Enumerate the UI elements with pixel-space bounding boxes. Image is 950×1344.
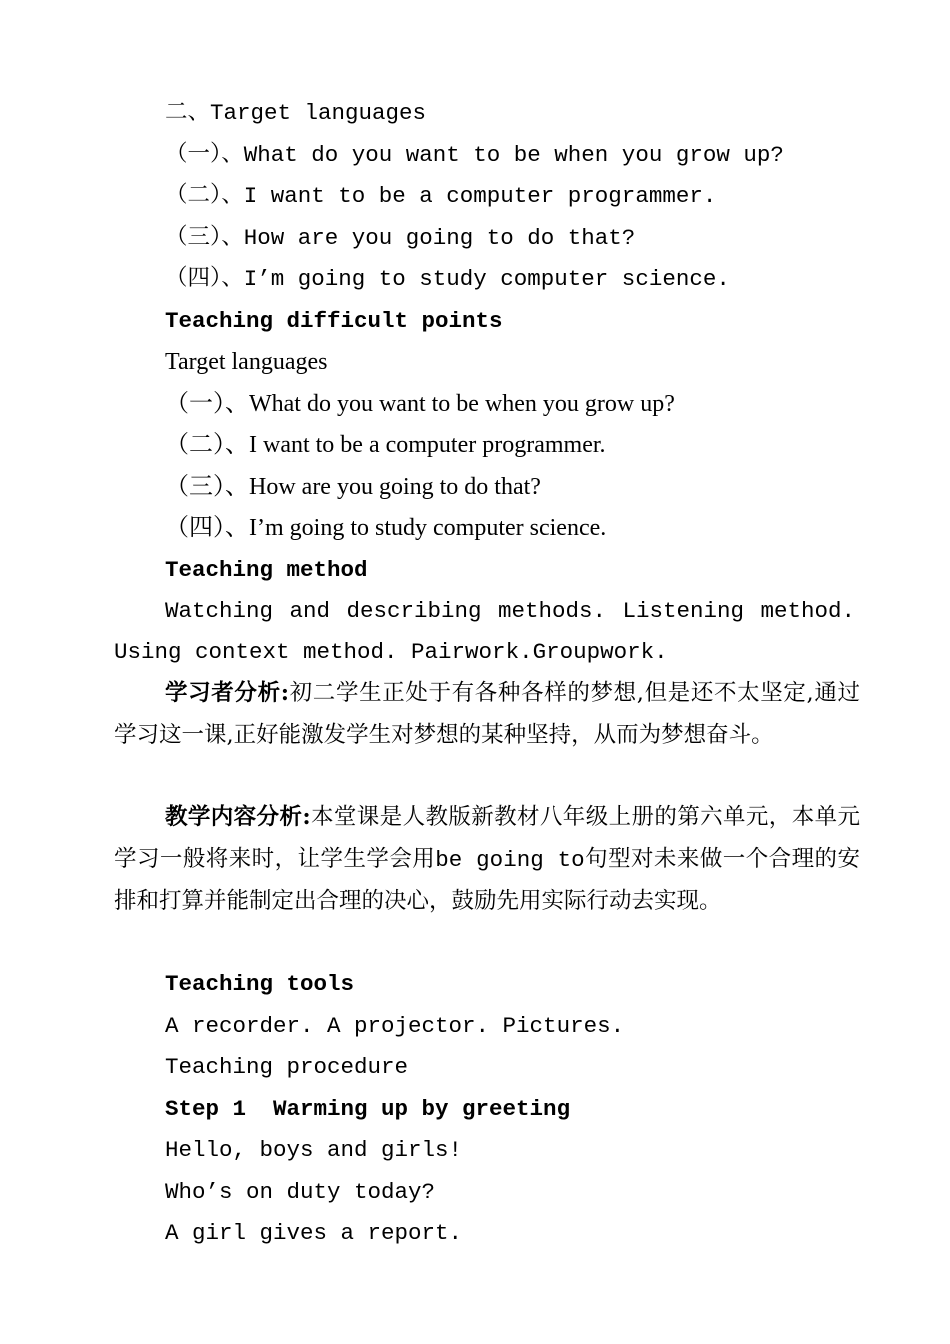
procedure-line: Hello, boys and girls! (165, 1137, 463, 1163)
learner-analysis-lead: 学习者分析: (165, 680, 290, 706)
method-word: describing (346, 598, 482, 624)
difficult-point-item: （三）、How are you going to do that? (165, 474, 541, 500)
target-language-item: （三）、How are you going to do that? (165, 225, 636, 251)
target-language-item: （二）、I want to be a computer programmer. (165, 183, 717, 209)
target-languages-heading: 二、Target languages (165, 100, 427, 126)
difficult-points-subheading: Target languages (165, 349, 328, 375)
procedure-line: A girl gives a report. (165, 1220, 463, 1246)
procedure-heading: Teaching procedure (165, 1054, 409, 1080)
difficult-point-item: （一）、What do you want to be when you grow up? (165, 391, 675, 417)
learner-analysis-paragraph (114, 673, 860, 756)
target-language-item: （四）、I’m going to study computer science. (165, 266, 730, 292)
method-word: methods. (497, 598, 607, 624)
difficult-point-item: （二）、I want to be a computer programmer. (165, 432, 606, 458)
content-analysis-text: 本堂课是人教版新教材八年级上册的第六单元，本单元学习一般将来时，让学生学会用 (114, 804, 860, 872)
content-analysis-text: 句型对未来做一个合理的安排和打算并能制定出合理的决心，鼓励先用实际行动去实现。 (114, 845, 860, 914)
content-analysis-inline-english: be going to (435, 846, 585, 873)
difficult-point-item: （四）、I’m going to study computer science. (165, 515, 607, 541)
content-analysis-lead: 教学内容分析: (165, 804, 311, 830)
procedure-line: Who’s on duty today? (165, 1179, 436, 1205)
method-heading: Teaching method (165, 557, 368, 583)
target-language-item: （一）、What do you want to be when you grow up? (165, 142, 784, 168)
learner-analysis-text: 初二学生正处于有各种各样的梦想,但是还不太坚定,通过学习这一课,正好能激发学生对梦想的某种坚持，从而为梦想奋斗。 (114, 680, 860, 748)
tools-line: A recorder. A projector. Pictures. (165, 1013, 625, 1039)
method-word: and (289, 598, 331, 624)
method-word: Listening (622, 598, 745, 624)
content-analysis-paragraph (114, 797, 860, 923)
method-line-2: Using context method. Pairwork.Groupwork. (114, 639, 668, 665)
difficult-points-heading: Teaching difficult points (165, 308, 503, 334)
method-word: Watching (165, 598, 274, 624)
method-word: method. (760, 598, 855, 624)
step1-heading: Step 1 Warming up by greeting (165, 1096, 571, 1122)
tools-heading: Teaching tools (165, 971, 355, 997)
method-line-1 (165, 596, 855, 626)
